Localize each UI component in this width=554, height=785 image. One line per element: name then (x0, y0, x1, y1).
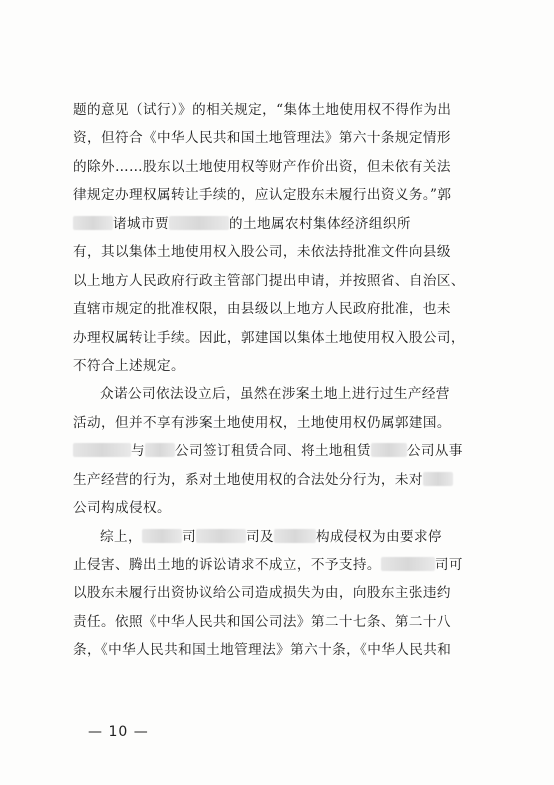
text-segment: 公司构成侵权。 (73, 500, 171, 517)
text-line (73, 267, 493, 295)
paragraph (73, 523, 493, 665)
text-line (73, 324, 493, 352)
redaction-mark (423, 472, 453, 486)
text-segment: 直辖市规定的批准权限，由县级以上地方人民政府批准，也未 (73, 301, 451, 318)
text-line (73, 551, 493, 579)
redaction-mark (169, 216, 229, 230)
redaction-mark (142, 529, 182, 543)
text-segment: 责任。依照《中华人民共和国公司法》第二十七条、第二十八 (73, 613, 451, 630)
text-segment: 以上地方人民政府行政主管部门提出申请，并按照省、自治区、 (73, 272, 465, 289)
text-line (73, 636, 493, 664)
text-segment: 公司从事 (406, 443, 463, 460)
text-segment: 律规定办理权属转让手续的，应认定股东未履行出资义务。”郭 (73, 187, 452, 204)
text-segment: 资，但符合《中华人民共和国土地管理法》第六十条规定情形 (73, 130, 451, 147)
text-segment: 有，其以集体土地使用权入股公司，未依法持批准文件向县级 (73, 244, 451, 261)
text-line (73, 295, 493, 323)
text-line (73, 181, 493, 209)
text-line (73, 523, 493, 551)
redaction-mark (371, 443, 407, 457)
text-segment: 司 (181, 528, 196, 545)
paragraph (73, 380, 493, 522)
document-body (73, 96, 493, 665)
text-segment: 的土地属农村集体经济组织所 (228, 215, 411, 232)
text-segment: 活动，但并不享有涉案土地使用权，土地使用权仍属郭建国。 (73, 414, 451, 431)
text-segment: 以股东未履行出资协议给公司造成损失为由，向股东主张违约 (73, 585, 451, 602)
paragraph (73, 96, 493, 380)
text-line (73, 494, 493, 522)
text-segment: 诸城市贾 (113, 215, 169, 232)
text-line (73, 210, 493, 238)
redaction-mark (73, 216, 113, 230)
text-line (73, 380, 493, 408)
text-line (73, 153, 493, 181)
text-line (73, 124, 493, 152)
text-segment: 司可 (434, 557, 463, 573)
text-segment: 不符合上述规定。 (73, 357, 185, 374)
text-segment: 的除外……股东以土地使用权等财产作价出资，但未依有关法 (73, 158, 451, 175)
text-segment: 生产经营的行为，系对土地使用权的合法处分行为，未对 (73, 471, 423, 488)
redaction-mark (145, 443, 175, 457)
text-line (73, 238, 493, 266)
text-segment: 条，《中华人民共和国土地管理法》第六十条，《中华人民共和 (73, 642, 452, 659)
text-line (73, 409, 493, 437)
page-number: — 10 — (88, 724, 149, 740)
redaction-mark (73, 443, 131, 457)
text-segment: 公司签订租赁合同、将土地租赁 (175, 443, 371, 460)
text-segment: 众诺公司依法设立后，虽然在涉案土地上进行过生产经营 (100, 386, 450, 403)
text-line (73, 437, 493, 465)
redaction-mark (381, 557, 435, 571)
text-segment: 办理权属转让手续。因此，郭建国以集体土地使用权入股公司， (73, 329, 465, 346)
text-line (73, 352, 493, 380)
text-line (73, 96, 493, 124)
text-line (73, 579, 493, 607)
redaction-mark (274, 529, 316, 543)
text-segment: 构成侵权为由要求停 (315, 528, 442, 545)
text-line (73, 466, 493, 494)
text-segment: 司及 (245, 528, 274, 545)
text-segment: 综上， (100, 528, 142, 545)
text-segment: 止侵害、腾出土地的诉讼请求不成立，不予支持。 (73, 557, 381, 573)
text-line (73, 608, 493, 636)
redaction-mark (196, 529, 246, 543)
text-segment: 题的意见（试行）》的相关规定，“集体土地使用权不得作为出 (73, 102, 452, 118)
text-segment: 与 (131, 443, 145, 460)
